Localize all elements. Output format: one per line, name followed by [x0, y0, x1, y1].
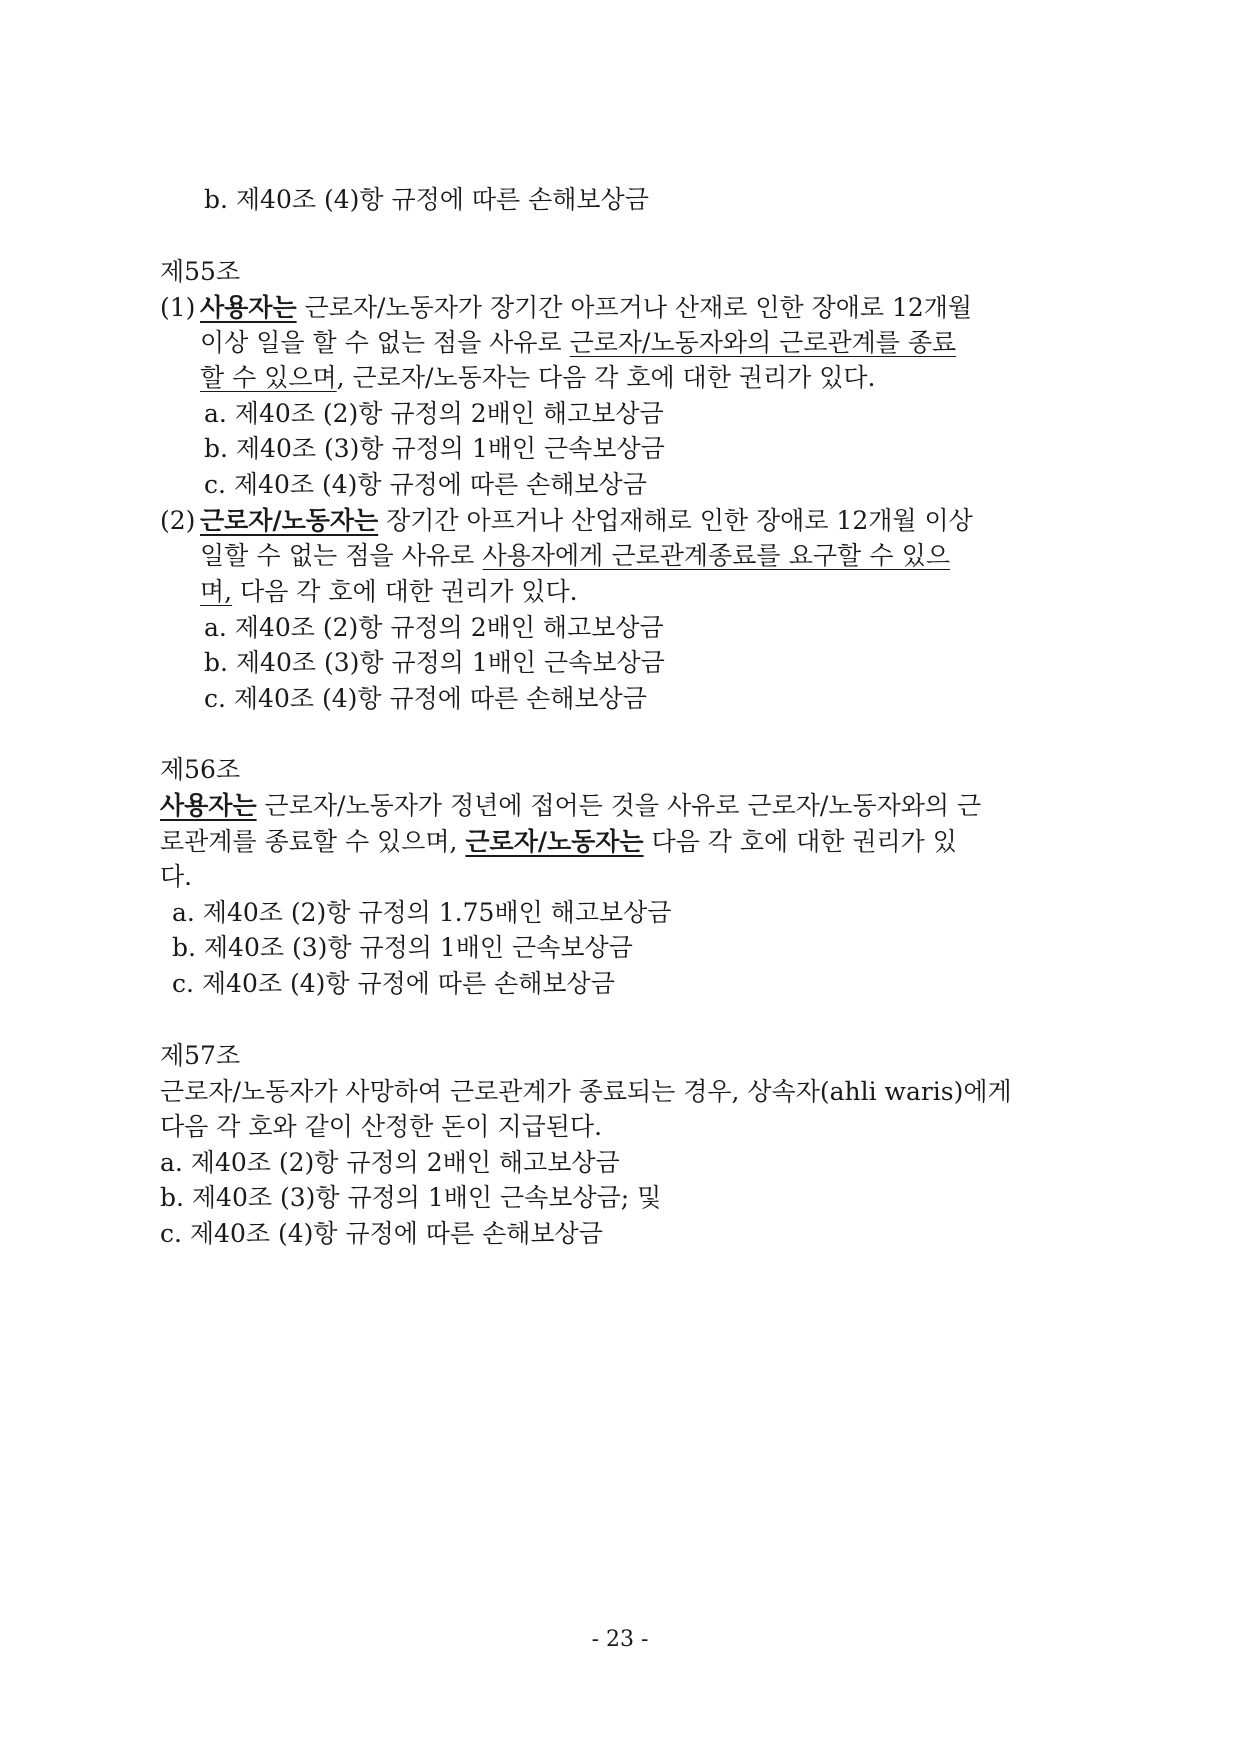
list-item: b. 제40조 (3)항 규정의 1배인 근속보상금	[204, 434, 665, 463]
underlined-text: 할 수 있으며	[200, 363, 337, 392]
list-item: a. 제40조 (2)항 규정의 2배인 해고보상금	[204, 613, 664, 642]
page-number: - 23 -	[591, 1627, 649, 1652]
paragraph-line	[200, 536, 950, 576]
list-item: a. 제40조 (2)항 규정의 2배인 해고보상금	[160, 1148, 620, 1177]
paragraph-line	[160, 822, 957, 862]
article-heading: 제55조	[160, 257, 241, 286]
paragraph-text: 근로자/노동자가 장기간 아프거나 산재로 인한 장애로 12개월	[296, 293, 973, 322]
article-heading: 제57조	[160, 1041, 241, 1070]
paragraph-line	[200, 501, 973, 541]
paragraph-line: 다.	[160, 862, 193, 891]
list-item: b. 제40조 (4)항 규정에 따른 손해보상금	[204, 185, 649, 214]
paragraph-line	[200, 572, 578, 612]
paragraph-line	[200, 323, 957, 363]
list-item: a. 제40조 (2)항 규정의 1.75배인 해고보상금	[172, 898, 672, 927]
paragraph-text: 장기간 아프거나 산업재해로 인한 장애로 12개월 이상	[378, 506, 973, 535]
subject-employer: 사용자는	[160, 791, 257, 820]
paragraph-text: 근로자/노동자가 정년에 접어든 것을 사유로 근로자/노동자와의 근	[256, 791, 982, 820]
paragraph-text: 다음 각 호에 대한 권리가 있	[643, 827, 957, 856]
paragraph-line	[160, 786, 982, 826]
paragraph-line	[200, 358, 875, 398]
article-heading: 제56조	[160, 755, 241, 784]
paragraph-line: 근로자/노동자가 사망하여 근로관계가 종료되는 경우, 상속자(ahli waris)에게	[160, 1077, 1012, 1106]
list-item: c. 제40조 (4)항 규정에 따른 손해보상금	[204, 684, 647, 713]
paragraph-line: 다음 각 호와 같이 산정한 돈이 지급된다.	[160, 1112, 603, 1141]
paragraph-text: 다음 각 호에 대한 권리가 있다.	[232, 577, 578, 606]
underlined-text: 사용자에게 근로관계종료를 요구할 수 있으	[482, 541, 950, 570]
subject-worker: 근로자/노동자는	[465, 827, 644, 856]
list-item: b. 제40조 (3)항 규정의 1배인 근속보상금; 및	[160, 1183, 662, 1212]
paragraph-text: 일할 수 없는 점을 사유로	[200, 541, 483, 570]
underlined-text: 근로자/노동자와의 근로관계를 종료	[569, 328, 957, 357]
list-item: b. 제40조 (3)항 규정의 1배인 근속보상금	[204, 648, 665, 677]
paragraph-number: (2)	[160, 506, 196, 535]
subject-worker: 근로자/노동자는	[200, 506, 379, 535]
list-item: a. 제40조 (2)항 규정의 2배인 해고보상금	[204, 399, 664, 428]
paragraph-text: , 근로자/노동자는 다음 각 호에 대한 권리가 있다.	[336, 363, 876, 392]
underlined-text: 며,	[200, 577, 233, 606]
list-item: c. 제40조 (4)항 규정에 따른 손해보상금	[172, 969, 615, 998]
list-item: b. 제40조 (3)항 규정의 1배인 근속보상금	[172, 933, 633, 962]
paragraph-line	[200, 288, 973, 328]
paragraph-text: 이상 일을 할 수 없는 점을 사유로	[200, 328, 570, 357]
subject-employer: 사용자는	[200, 293, 297, 322]
list-item: c. 제40조 (4)항 규정에 따른 손해보상금	[204, 470, 647, 499]
paragraph-number: (1)	[160, 293, 196, 322]
list-item: c. 제40조 (4)항 규정에 따른 손해보상금	[160, 1219, 603, 1248]
paragraph-text: 로관계를 종료할 수 있으며,	[160, 827, 466, 856]
